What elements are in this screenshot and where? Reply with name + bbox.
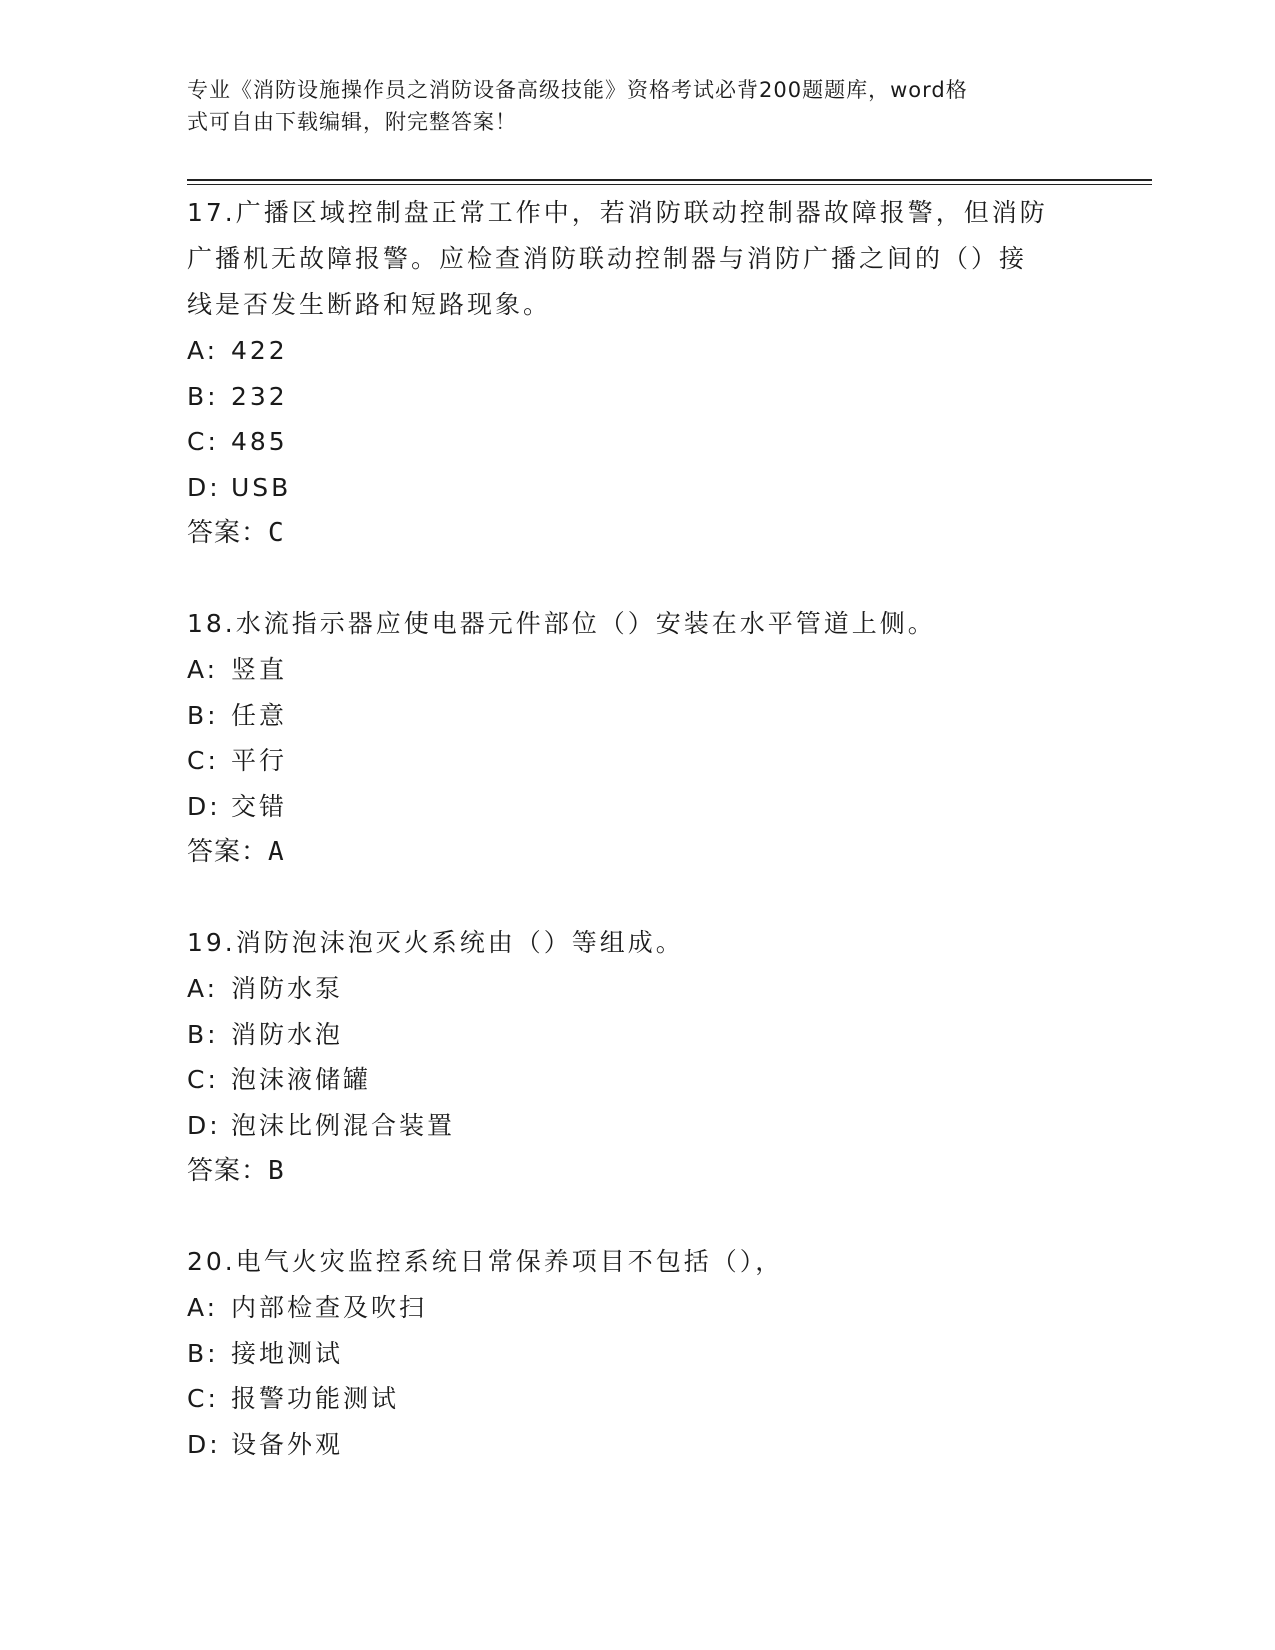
option-a xyxy=(187,1285,1077,1331)
document-header xyxy=(187,74,1067,138)
option-text: 任意 xyxy=(231,700,288,730)
option-letter: D: xyxy=(187,791,221,821)
option-a xyxy=(187,966,1077,1012)
option-text: 竖直 xyxy=(231,655,288,684)
header-line-2: 式可自由下载编辑，附完整答案！ xyxy=(187,110,517,134)
answer-label: 答案： xyxy=(187,518,269,548)
option-c xyxy=(187,419,1077,465)
option-letter: A: xyxy=(187,336,219,365)
question-19 xyxy=(187,920,1077,1194)
option-letter: B: xyxy=(187,381,219,411)
option-letter: C: xyxy=(187,1065,219,1094)
option-text: USB xyxy=(231,472,292,502)
option-text: 平行 xyxy=(231,746,288,775)
option-b xyxy=(187,1012,1077,1058)
option-text: 485 xyxy=(231,427,288,456)
option-text: 泡沫比例混合装置 xyxy=(231,1110,456,1140)
option-letter: B: xyxy=(187,1019,219,1049)
option-letter: A: xyxy=(187,974,219,1003)
option-text: 内部检查及吹扫 xyxy=(231,1293,428,1322)
option-letter: B: xyxy=(187,1338,219,1368)
answer-value: A xyxy=(268,837,285,867)
header-divider-thin xyxy=(187,184,1152,185)
option-c xyxy=(187,1057,1077,1103)
option-text: 422 xyxy=(231,336,288,365)
option-d xyxy=(187,784,1077,830)
question-list xyxy=(187,190,1077,1512)
question-stem-line: 17.广播区域控制盘正常工作中，若消防联动控制器故障报警，但消防 xyxy=(187,198,1048,227)
question-20 xyxy=(187,1239,1077,1467)
option-b xyxy=(187,1331,1077,1377)
option-d xyxy=(187,1422,1077,1468)
option-text: 报警功能测试 xyxy=(231,1384,400,1413)
answer-label: 答案： xyxy=(187,837,269,867)
option-text: 泡沫液储罐 xyxy=(231,1065,372,1094)
option-letter: D: xyxy=(187,1110,221,1140)
answer-value: B xyxy=(268,1156,285,1186)
question-stem-line: 广播机无故障报警。应检查消防联动控制器与消防广播之间的（）接 xyxy=(187,244,1028,273)
option-text: 交错 xyxy=(231,791,288,821)
option-text: 设备外观 xyxy=(231,1429,344,1459)
option-text: 消防水泡 xyxy=(231,1019,344,1049)
option-a xyxy=(187,647,1077,693)
option-c xyxy=(187,738,1077,784)
answer-line xyxy=(187,829,1077,875)
option-b xyxy=(187,693,1077,739)
option-letter: D: xyxy=(187,1429,221,1459)
question-stem-line: 线是否发生断路和短路现象。 xyxy=(187,290,552,319)
option-letter: B: xyxy=(187,700,219,730)
option-b xyxy=(187,374,1077,420)
option-letter: A: xyxy=(187,1293,219,1322)
option-letter: C: xyxy=(187,746,219,775)
header-divider-thick xyxy=(187,179,1152,181)
question-17 xyxy=(187,190,1077,556)
answer-value: C xyxy=(268,518,285,548)
option-d xyxy=(187,1103,1077,1149)
option-c xyxy=(187,1376,1077,1422)
question-stem-line: 18.水流指示器应使电器元件部位（）安装在水平管道上侧。 xyxy=(187,609,936,638)
option-a xyxy=(187,328,1077,374)
option-letter: A: xyxy=(187,655,219,684)
question-18 xyxy=(187,601,1077,875)
answer-line xyxy=(187,1148,1077,1194)
option-text: 232 xyxy=(231,381,288,411)
question-stem-line: 20.电气火灾监控系统日常保养项目不包括（）， xyxy=(187,1247,784,1276)
question-stem-line: 19.消防泡沫泡灭火系统由（）等组成。 xyxy=(187,928,684,957)
answer-line xyxy=(187,510,1077,556)
answer-label: 答案： xyxy=(187,1156,269,1186)
option-letter: C: xyxy=(187,427,219,456)
option-letter: D: xyxy=(187,472,221,502)
option-d xyxy=(187,465,1077,511)
option-text: 消防水泵 xyxy=(231,974,344,1003)
option-text: 接地测试 xyxy=(231,1338,344,1368)
header-line-1: 专业《消防设施操作员之消防设备高级技能》资格考试必背200题题库，word格 xyxy=(187,78,968,102)
option-letter: C: xyxy=(187,1384,219,1413)
